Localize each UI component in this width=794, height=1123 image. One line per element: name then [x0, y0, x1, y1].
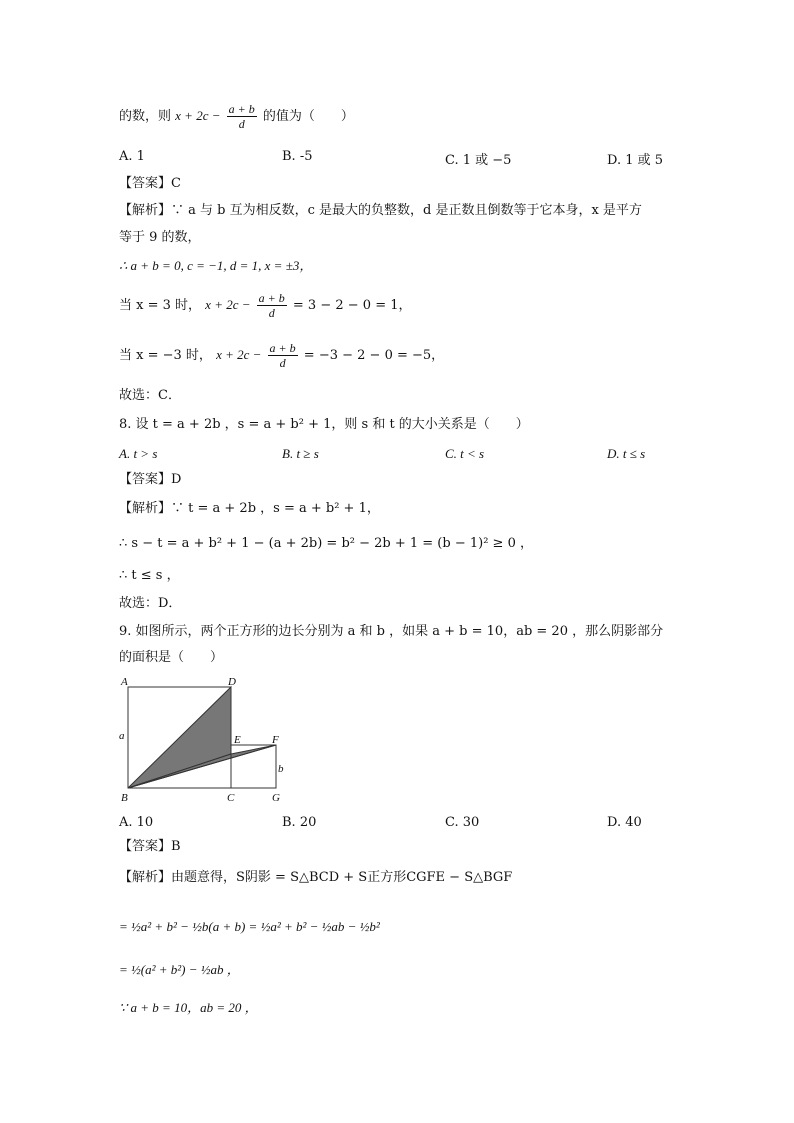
q9-stem-line-1: 9. 如图所示，两个正方形的边长分别为 a 和 b ，如果 a + b = 10，ab = 20 ，那么阴影部分	[119, 624, 664, 639]
q7-case1-prefix: 当 x = 3 时，	[119, 298, 202, 313]
q8-option-d: D. t ≤ s	[607, 446, 646, 461]
q7-option-c: C. 1 或 −5	[445, 153, 512, 168]
q7-option-d: D. 1 或 5	[607, 153, 664, 168]
q7-stem-line	[119, 103, 354, 130]
q7-case-2	[119, 342, 444, 369]
q7-case1-fraction	[257, 292, 287, 319]
q7-analysis-line-3: ∴ a + b = 0, c = −1, d = 1, x = ±3，	[119, 258, 313, 273]
q7-fraction	[227, 103, 257, 130]
q9-analysis-line-3: = ½(a² + b²) − ½ab ，	[119, 962, 240, 977]
q9-option-b: B. 20	[282, 815, 317, 830]
q8-analysis-line-1: 【解析】∵ t = a + 2b ，s = a + b² + 1，	[119, 501, 380, 516]
q7-case1-num: a + b	[258, 291, 285, 305]
q9-option-d: D. 40	[607, 815, 642, 830]
q7-option-a: A. 1	[119, 149, 145, 164]
q9-figure	[115, 672, 295, 807]
q7-case2-prefix: 当 x = −3 时，	[119, 348, 212, 363]
q7-stem-prefix: 的数，则	[119, 109, 172, 124]
q7-stem-suffix: 的值为（ ）	[262, 109, 354, 124]
q7-answer: 【答案】C	[119, 176, 181, 191]
q8-analysis-line-2: ∴ s − t = a + b² + 1 − (a + 2b) = b² − 2b + 1 = (b − 1)² ≥ 0 ，	[119, 536, 533, 551]
q8-analysis-line-3: ∴ t ≤ s ，	[119, 568, 180, 583]
q9-option-c: C. 30	[445, 815, 480, 830]
q9-analysis-line-4: ∵ a + b = 10，ab = 20 ，	[119, 1000, 258, 1015]
q7-expr-lhs: x + 2c −	[175, 108, 221, 123]
q8-answer: 【答案】D	[119, 472, 182, 487]
q7-case2-num: a + b	[269, 341, 296, 355]
q9-option-a: A. 10	[119, 815, 154, 830]
q8-option-b: B. t ≥ s	[282, 446, 319, 461]
q9-answer: 【答案】B	[119, 839, 181, 854]
q7-frac-den: d	[238, 117, 245, 131]
q8-stem: 8. 设 t = a + 2b ，s = a + b² + 1，则 s 和 t 的大小关系是（ ）	[119, 417, 529, 432]
label-D: D	[228, 676, 236, 688]
q7-case2-fraction	[268, 342, 298, 369]
q7-option-b: B. -5	[282, 149, 313, 164]
q7-analysis-line-2: 等于 9 的数，	[119, 230, 201, 245]
label-G: G	[272, 792, 280, 804]
q7-frac-num: a + b	[228, 102, 255, 116]
q8-option-a: A. t > s	[119, 446, 158, 461]
q8-conclusion: 故选：D．	[119, 596, 182, 611]
q7-case2-suffix: = −3 − 2 − 0 = −5，	[303, 348, 445, 363]
q7-case2-expr: x + 2c −	[216, 347, 262, 362]
q7-conclusion: 故选：C．	[119, 388, 181, 403]
q9-analysis-line-1: 【解析】由题意得，S阴影 = S△BCD + S正方形CGFE − S△BGF	[119, 870, 513, 885]
q9-stem-line-2: 的面积是（ ）	[119, 650, 224, 665]
label-C: C	[227, 792, 235, 804]
label-b: b	[278, 763, 284, 775]
q7-case1-suffix: = 3 − 2 − 0 = 1，	[292, 298, 412, 313]
q7-case1-expr: x + 2c −	[205, 297, 251, 312]
label-E: E	[234, 734, 241, 746]
label-A: A	[121, 676, 128, 688]
label-F: F	[272, 734, 279, 746]
q7-case-1	[119, 292, 412, 319]
q9-analysis-line-2: = ½a² + b² − ½b(a + b) = ½a² + b² − ½ab − ½b²	[119, 919, 380, 934]
label-a: a	[119, 730, 125, 742]
q7-case2-den: d	[279, 356, 286, 370]
label-B: B	[121, 792, 128, 804]
q8-option-c: C. t < s	[445, 446, 485, 461]
q7-analysis-line-1: 【解析】∵ a 与 b 互为相反数，c 是最大的负整数，d 是正数且倒数等于它本身，x 是平方	[119, 203, 642, 218]
q7-case1-den: d	[268, 306, 275, 320]
